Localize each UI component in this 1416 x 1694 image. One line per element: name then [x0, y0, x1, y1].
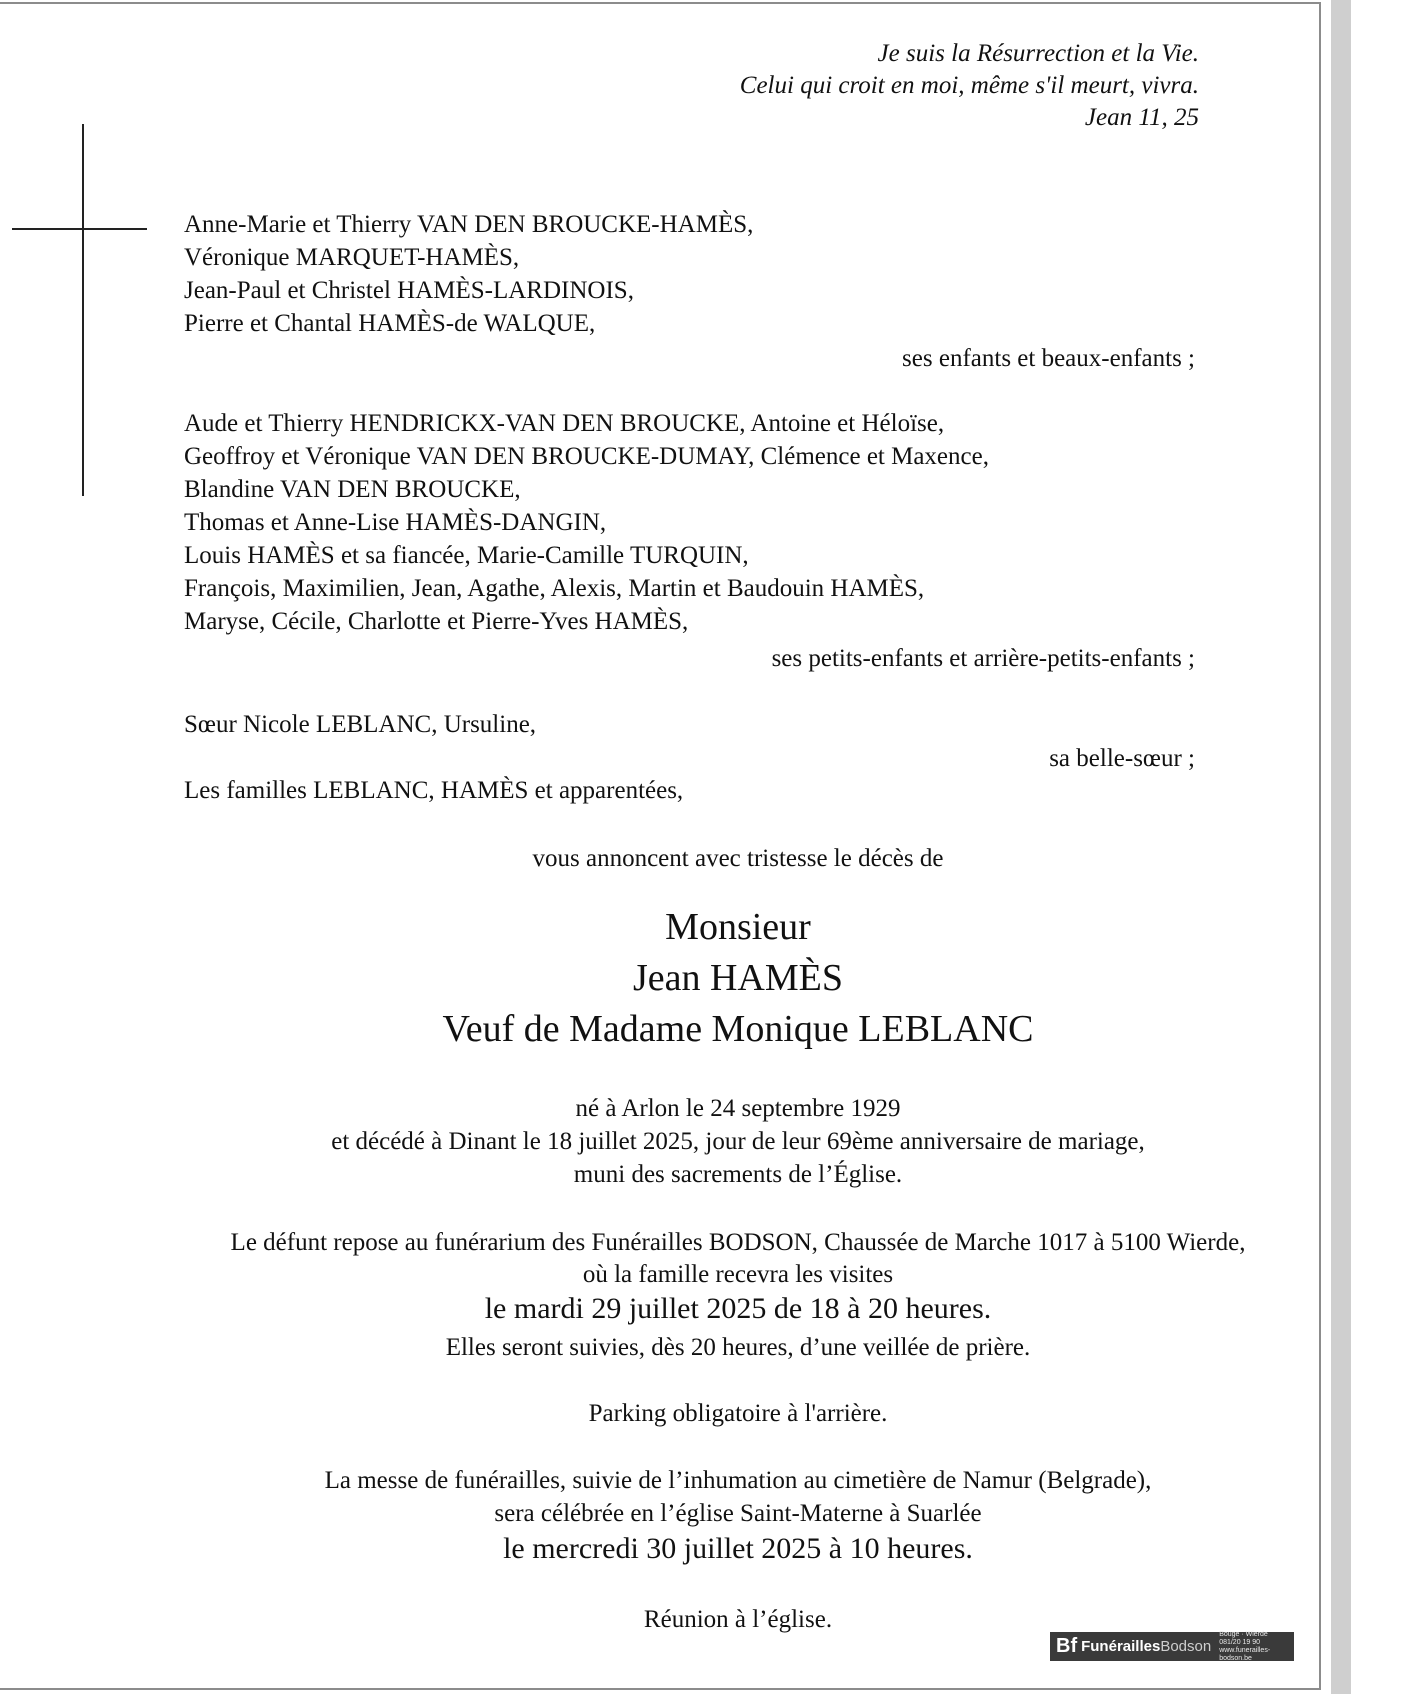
logo-brand-2: Bodson [1160, 1638, 1212, 1655]
visit-line-2: où la famille recevra les visites [582, 1261, 894, 1288]
birth-line: né à Arlon le 24 septembre 1929 [575, 1095, 901, 1122]
mass-line-1: La messe de funérailles, suivie de l’inhumation au cimetière de Namur (Belgrade), [324, 1467, 1152, 1494]
reunion-line: Réunion à l’église. [643, 1606, 833, 1633]
deceased-title: Monsieur [665, 906, 811, 948]
funeral-home-logo [1050, 1632, 1294, 1661]
visit-when: le mardi 29 juillet 2025 de 18 à 20 heures. [484, 1292, 992, 1325]
cross-icon-vertical [82, 124, 84, 496]
sister-in-law-role: sa belle-sœur ; [1049, 745, 1195, 772]
deceased-name: Jean HAMÈS [632, 957, 844, 999]
list-item: Pierre et Chantal HAMÈS-de WALQUE, [184, 310, 596, 337]
parking-line: Parking obligatoire à l'arrière. [588, 1400, 888, 1427]
logo-info-line-2: www.funerailles-bodson.be [1219, 1646, 1271, 1662]
list-item: Geoffroy et Véronique VAN DEN BROUCKE-DUMAY, Clémence et Maxence, [184, 443, 989, 470]
vigil-line: Elles seront suivies, dès 20 heures, d’une veillée de prière. [445, 1334, 1031, 1361]
announce-line: vous annoncent avec tristesse le décès de [532, 845, 944, 872]
list-item: François, Maximilien, Jean, Agathe, Alexis, Martin et Baudouin HAMÈS, [184, 575, 925, 602]
list-item: Thomas et Anne-Lise HAMÈS-DANGIN, [184, 509, 607, 536]
scripture-quote [740, 38, 1199, 134]
list-item: Blandine VAN DEN BROUCKE, [184, 476, 521, 503]
list-item: Jean-Paul et Christel HAMÈS-LARDINOIS, [184, 277, 634, 304]
quote-line-1: Je suis la Résurrection et la Vie. [877, 40, 1199, 67]
grandchildren-list [184, 407, 989, 638]
mass-line-2: sera célébrée en l’église Saint-Materne à Suarlée [494, 1500, 982, 1527]
sister-in-law-name: Sœur Nicole LEBLANC, Ursuline, [184, 711, 537, 738]
logo-info [1219, 1631, 1288, 1663]
mass-when: le mercredi 30 juillet 2025 à 10 heures. [503, 1532, 973, 1565]
list-item: Maryse, Cécile, Charlotte et Pierre-Yves HAMÈS, [184, 608, 689, 635]
list-item: Louis HAMÈS et sa fiancée, Marie-Camille TURQUIN, [184, 542, 749, 569]
logo-brand: Funérailles [1081, 1638, 1161, 1655]
quote-line-2: Celui qui croit en moi, même s'il meurt, vivra. [739, 72, 1199, 99]
children-role: ses enfants et beaux-enfants ; [902, 345, 1195, 372]
visit-line-1: Le défunt repose au funérarium des Funérailles BODSON, Chaussée de Marche 1017 à 5100 Wierde, [230, 1229, 1246, 1256]
deceased-widower: Veuf de Madame Monique LEBLANC [442, 1008, 1034, 1050]
list-item: Véronique MARQUET-HAMÈS, [184, 244, 520, 271]
grandchildren-role: ses petits-enfants et arrière-petits-enfants ; [771, 645, 1195, 672]
list-item: Anne-Marie et Thierry VAN DEN BROUCKE-HAMÈS, [184, 211, 754, 238]
families-line: Les familles LEBLANC, HAMÈS et apparentées, [184, 777, 684, 804]
obituary-page [0, 2, 1321, 1690]
logo-mark: Bf [1056, 1635, 1078, 1657]
death-line: et décédé à Dinant le 18 juillet 2025, jour de leur 69ème anniversaire de mariage, [331, 1128, 1145, 1155]
scrollbar-track[interactable] [1331, 0, 1351, 1694]
children-list [184, 208, 753, 340]
cross-icon-horizontal [12, 228, 147, 230]
list-item: Aude et Thierry HENDRICKX-VAN DEN BROUCKE, Antoine et Héloïse, [184, 410, 945, 437]
sacraments-line: muni des sacrements de l’Église. [573, 1161, 903, 1188]
logo-info-line-1: Bouge · Wierde 081/20 19 90 [1219, 1630, 1268, 1646]
quote-reference: Jean 11, 25 [1084, 104, 1199, 131]
